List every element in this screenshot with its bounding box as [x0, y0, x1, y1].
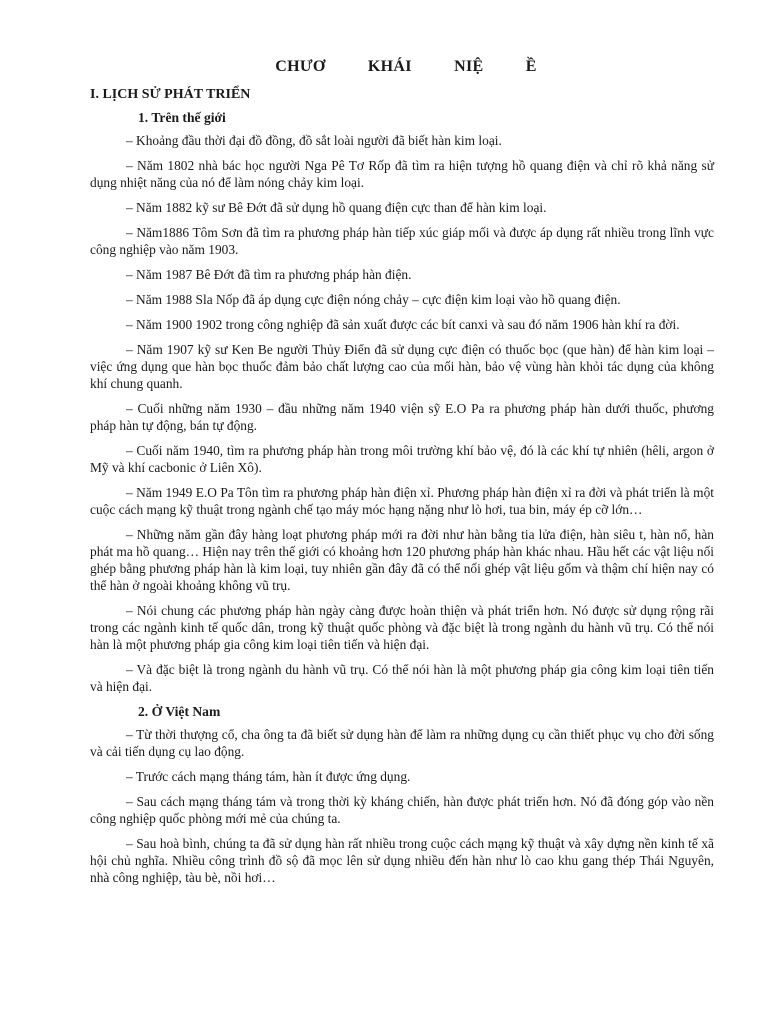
paragraph: – Năm 1988 Sla Nốp đã áp dụng cực điện nóng chảy – cực điện kim loại vào hồ quang điện.	[126, 292, 621, 307]
paragraph: – Từ thời thượng cổ, cha ông ta đã biết sử dụng hàn để làm ra những dụng cụ cần thiết phục vụ cho đời sống và cải tiến dụng cụ lao động.	[90, 727, 714, 759]
world-history-paragraphs	[90, 132, 714, 695]
paragraph: – Năm 1900 1902 trong công nghiệp đã sản xuất được các bít canxi và sau đó năm 1906 hàn khí ra đời.	[126, 317, 680, 332]
paragraph: – Cuối năm 1940, tìm ra phương pháp hàn trong môi trường khí bảo vệ, đó là các khí tự nhiên (hêli, argon ở Mỹ và khí cacbonic ở Liên Xô).	[90, 443, 714, 475]
paragraph: – Năm1886 Tôm Sơn đã tìm ra phương pháp hàn tiếp xúc giáp mối và được áp dụng rất nhiều trong lĩnh vực công nghiệp vào năm 1903.	[90, 225, 714, 257]
paragraph: – Sau hoà bình, chúng ta đã sử dụng hàn rất nhiều trong cuộc cách mạng kỹ thuật và xây dựng nền kinh tế xã hội chủ nghĩa. Nhiều công trình đồ sộ đã mọc lên sử dụng nhiều đến hàn như lò cao khu gang thép Thái Nguyên, nhà công nghiệp, tàu bè, nồi hơi…	[90, 836, 714, 885]
section-heading-history: I. LỊCH SỬ PHÁT TRIỂN	[90, 87, 251, 102]
paragraph: – Những năm gần đây hàng loạt phương pháp mới ra đời như hàn bằng tia lửa điện, hàn siêu t, hàn nổ, hàn phát ma hồ quang… Hiện nay trên thế giới có khoảng hơn 120 phương pháp hàn khác nhau. Hầu hết các vật liệu nối ghép bằng phương pháp hàn là kim loại, tuy nhiên gần đây đã có thể nối ghép vật liệu gốm và thậm chí hiện nay có thể hàn ở ngoài khoảng không vũ trụ.	[90, 527, 714, 593]
paragraph: – Năm 1802 nhà bác học người Nga Pê Tơ Rốp đã tìm ra hiện tượng hồ quang điện và chỉ rõ khả năng sử dụng nhiệt năng của nó để làm nóng chảy kim loại.	[90, 158, 714, 190]
chapter-title: CHƯƠ KHÁI NIỆ Ề	[275, 58, 537, 75]
vietnam-history-paragraphs	[90, 726, 714, 886]
paragraph: – Trước cách mạng tháng tám, hàn ít được ứng dụng.	[126, 769, 411, 784]
paragraph: – Khoảng đầu thời đại đồ đồng, đồ sắt loài người đã biết hàn kim loại.	[126, 133, 502, 148]
paragraph: – Sau cách mạng tháng tám và trong thời kỳ kháng chiến, hàn được phát triển hơn. Nó đã đóng góp vào nền công nghiệp quốc phòng mới mẻ của chúng ta.	[90, 794, 714, 826]
paragraph: – Nói chung các phương pháp hàn ngày càng được hoàn thiện và phát triển hơn. Nó được sử dụng rộng rãi trong các ngành kinh tế quốc dân, trong kỹ thuật quốc phòng và đặc biệt là trong ngành du hành vũ trụ. Có thể nói hàn là một phương pháp gia công kim loại tiên tiến và hiện đại.	[90, 603, 714, 652]
subsection-heading-vietnam: 2. Ở Việt Nam	[138, 704, 221, 719]
paragraph: – Và đặc biệt là trong ngành du hành vũ trụ. Có thể nói hàn là một phương pháp gia công kim loại tiên tiến và hiện đại.	[90, 662, 714, 694]
paragraph: – Năm 1882 kỹ sư Bê Đớt đã sử dụng hồ quang điện cực than để hàn kim loại.	[126, 200, 547, 215]
paragraph: – Năm 1907 kỹ sư Ken Be người Thủy Điển đã sử dụng cực điện có thuốc bọc (que hàn) để hàn kim loại – việc ứng dụng que hàn bọc thuốc đảm bảo chất lượng cao của mối hàn, bảo vệ vùng hàn khỏi tác dụng của không khí chung quanh.	[90, 342, 714, 391]
paragraph: – Cuối những năm 1930 – đầu những năm 1940 viện sỹ E.O Pa ra phương pháp hàn dưới thuốc, phương pháp hàn tự động, bán tự động.	[90, 401, 714, 433]
subsection-heading-world: 1. Trên thế giới	[138, 110, 226, 125]
paragraph: – Năm 1949 E.O Pa Tôn tìm ra phương pháp hàn điện xỉ. Phương pháp hàn điện xỉ ra đời và phát triển là một cuộc cách mạng kỹ thuật trong ngành chế tạo máy móc hạng nặng như lò hơi, tua bin, máy ép cỡ lớn…	[90, 485, 714, 517]
paragraph: – Năm 1987 Bê Đớt đã tìm ra phương pháp hàn điện.	[126, 267, 412, 282]
